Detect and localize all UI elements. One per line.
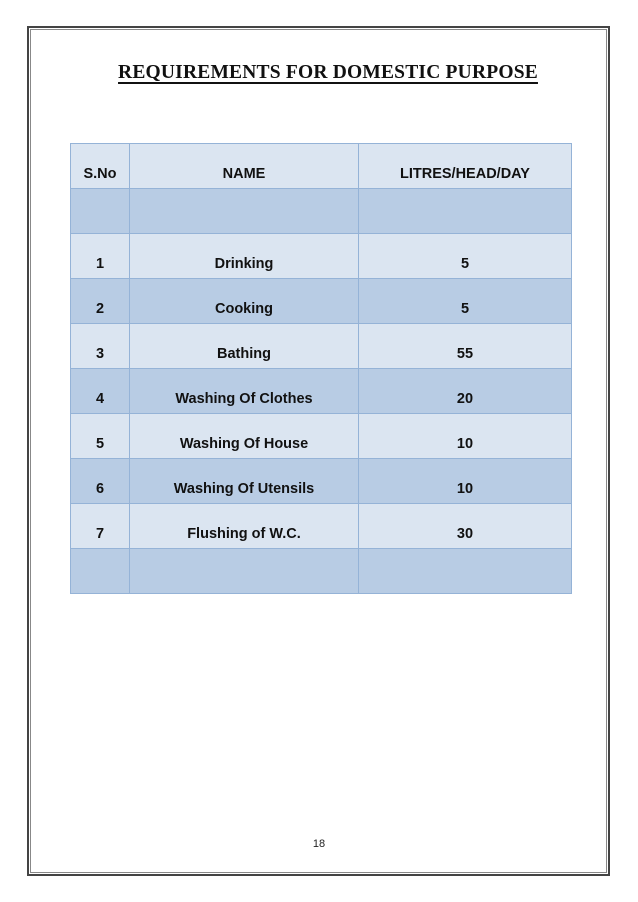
empty-cell <box>359 189 572 234</box>
cell-sno: 5 <box>71 414 130 459</box>
cell-name: Flushing of W.C. <box>130 504 359 549</box>
cell-name: Washing Of Clothes <box>130 369 359 414</box>
cell-name: Bathing <box>130 324 359 369</box>
empty-cell <box>130 549 359 594</box>
cell-litres: 55 <box>359 324 572 369</box>
empty-cell <box>71 189 130 234</box>
empty-cell <box>130 189 359 234</box>
header-sno: S.No <box>71 144 130 189</box>
cell-sno: 1 <box>71 234 130 279</box>
cell-name: Drinking <box>130 234 359 279</box>
document-title: REQUIREMENTS FOR DOMESTIC PURPOSE <box>118 62 538 83</box>
cell-litres: 5 <box>359 234 572 279</box>
cell-sno: 2 <box>71 279 130 324</box>
page-number: 18 <box>312 838 326 850</box>
cell-litres: 10 <box>359 459 572 504</box>
table-row-empty <box>71 549 572 594</box>
table-row <box>71 414 572 459</box>
table-row <box>71 324 572 369</box>
table-row <box>71 369 572 414</box>
empty-cell <box>359 549 572 594</box>
cell-sno: 4 <box>71 369 130 414</box>
cell-litres: 30 <box>359 504 572 549</box>
requirements-table <box>70 143 572 594</box>
cell-litres: 20 <box>359 369 572 414</box>
cell-sno: 6 <box>71 459 130 504</box>
cell-name: Washing Of House <box>130 414 359 459</box>
table-header-row <box>71 144 572 189</box>
cell-sno: 3 <box>71 324 130 369</box>
cell-litres: 5 <box>359 279 572 324</box>
table-row <box>71 279 572 324</box>
header-name: NAME <box>130 144 359 189</box>
table-row <box>71 234 572 279</box>
cell-litres: 10 <box>359 414 572 459</box>
header-litres: LITRES/HEAD/DAY <box>359 144 572 189</box>
table-row <box>71 504 572 549</box>
table-row <box>71 459 572 504</box>
cell-name: Washing Of Utensils <box>130 459 359 504</box>
table-row-empty <box>71 189 572 234</box>
empty-cell <box>71 549 130 594</box>
cell-name: Cooking <box>130 279 359 324</box>
cell-sno: 7 <box>71 504 130 549</box>
